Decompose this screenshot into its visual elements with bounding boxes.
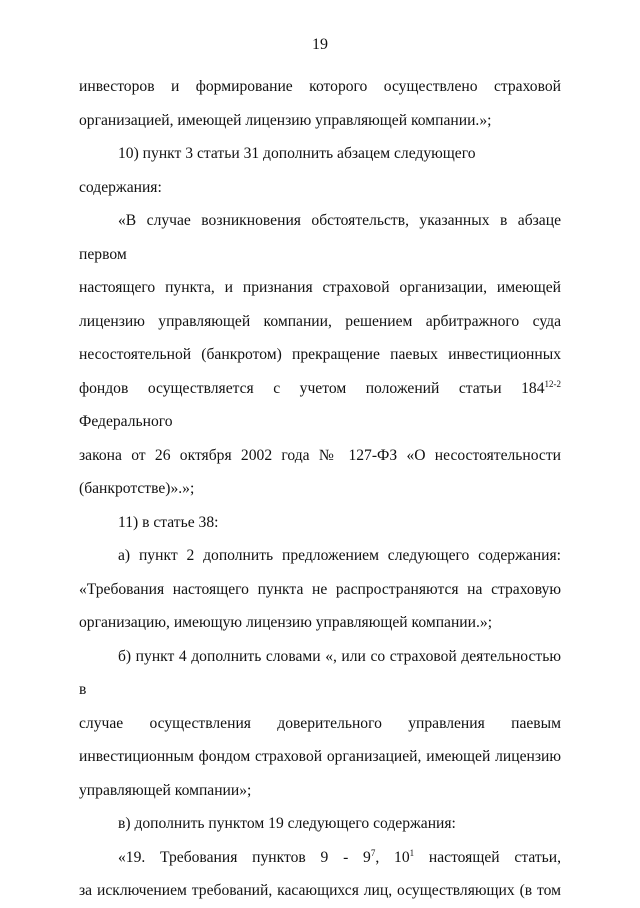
text-line: закона от 26 октября 2002 года № 127-ФЗ «О несостоятельности xyxy=(79,446,561,464)
text-span: настоящей статьи, xyxy=(414,848,562,866)
text-line: несостоятельной (банкротом) прекращение паевых инвестиционных xyxy=(79,346,561,363)
text-line xyxy=(79,372,561,439)
text-line: в) дополнить пунктом 19 следующего содержания: xyxy=(118,815,456,832)
superscript: 12-2 xyxy=(544,378,561,389)
text-line: б) пункт 4 дополнить словами «, или со страховой деятельностью в xyxy=(79,647,561,698)
text-line: 11) в статье 38: xyxy=(118,513,219,531)
text-line: «Требования настоящего пункта не распространяются на страховую xyxy=(79,580,561,598)
text-span: фондов осуществляется с учетом положений статьи 184 xyxy=(79,379,545,397)
text-line xyxy=(79,841,561,875)
document-body xyxy=(79,70,561,908)
text-line: лицензию управляющей компании, решением арбитражного суда xyxy=(79,312,561,330)
superscript: 7 xyxy=(370,847,376,858)
text-line: управляющей компании»; xyxy=(79,781,252,799)
text-line: а) пункт 2 дополнить предложением следующего содержания: xyxy=(118,547,561,564)
text-line: инвесторов и формирование которого осуществлено страховой xyxy=(79,78,561,95)
text-line: «В случае возникновения обстоятельств, указанных в абзаце первом xyxy=(79,212,561,263)
text-line: (банкротстве)».»; xyxy=(79,480,195,497)
text-span: «19. Требования пунктов 9 - 9 xyxy=(118,848,371,866)
text-line: настоящего пункта, и признания страховой организации, имеющей xyxy=(79,279,561,296)
text-line: инвестиционным фондом страховой организацией, имеющей лицензию xyxy=(79,748,561,765)
text-line: случае осуществления доверительного управления паевым xyxy=(79,714,561,732)
text-line: за исключением требований, касающихся лиц, осуществляющих (в том xyxy=(79,882,561,899)
text-line: организацию, имеющую лицензию управляющей компании.»; xyxy=(79,614,493,631)
text-span: , 10 xyxy=(375,848,410,866)
text-line: 10) пункт 3 статьи 31 дополнить абзацем следующего содержания: xyxy=(79,145,476,196)
text-line: организацией, имеющей лицензию управляющей компании.»; xyxy=(79,111,492,129)
superscript: 1 xyxy=(409,847,415,858)
text-span: Федерального xyxy=(79,413,173,430)
page-number: 19 xyxy=(312,36,328,53)
